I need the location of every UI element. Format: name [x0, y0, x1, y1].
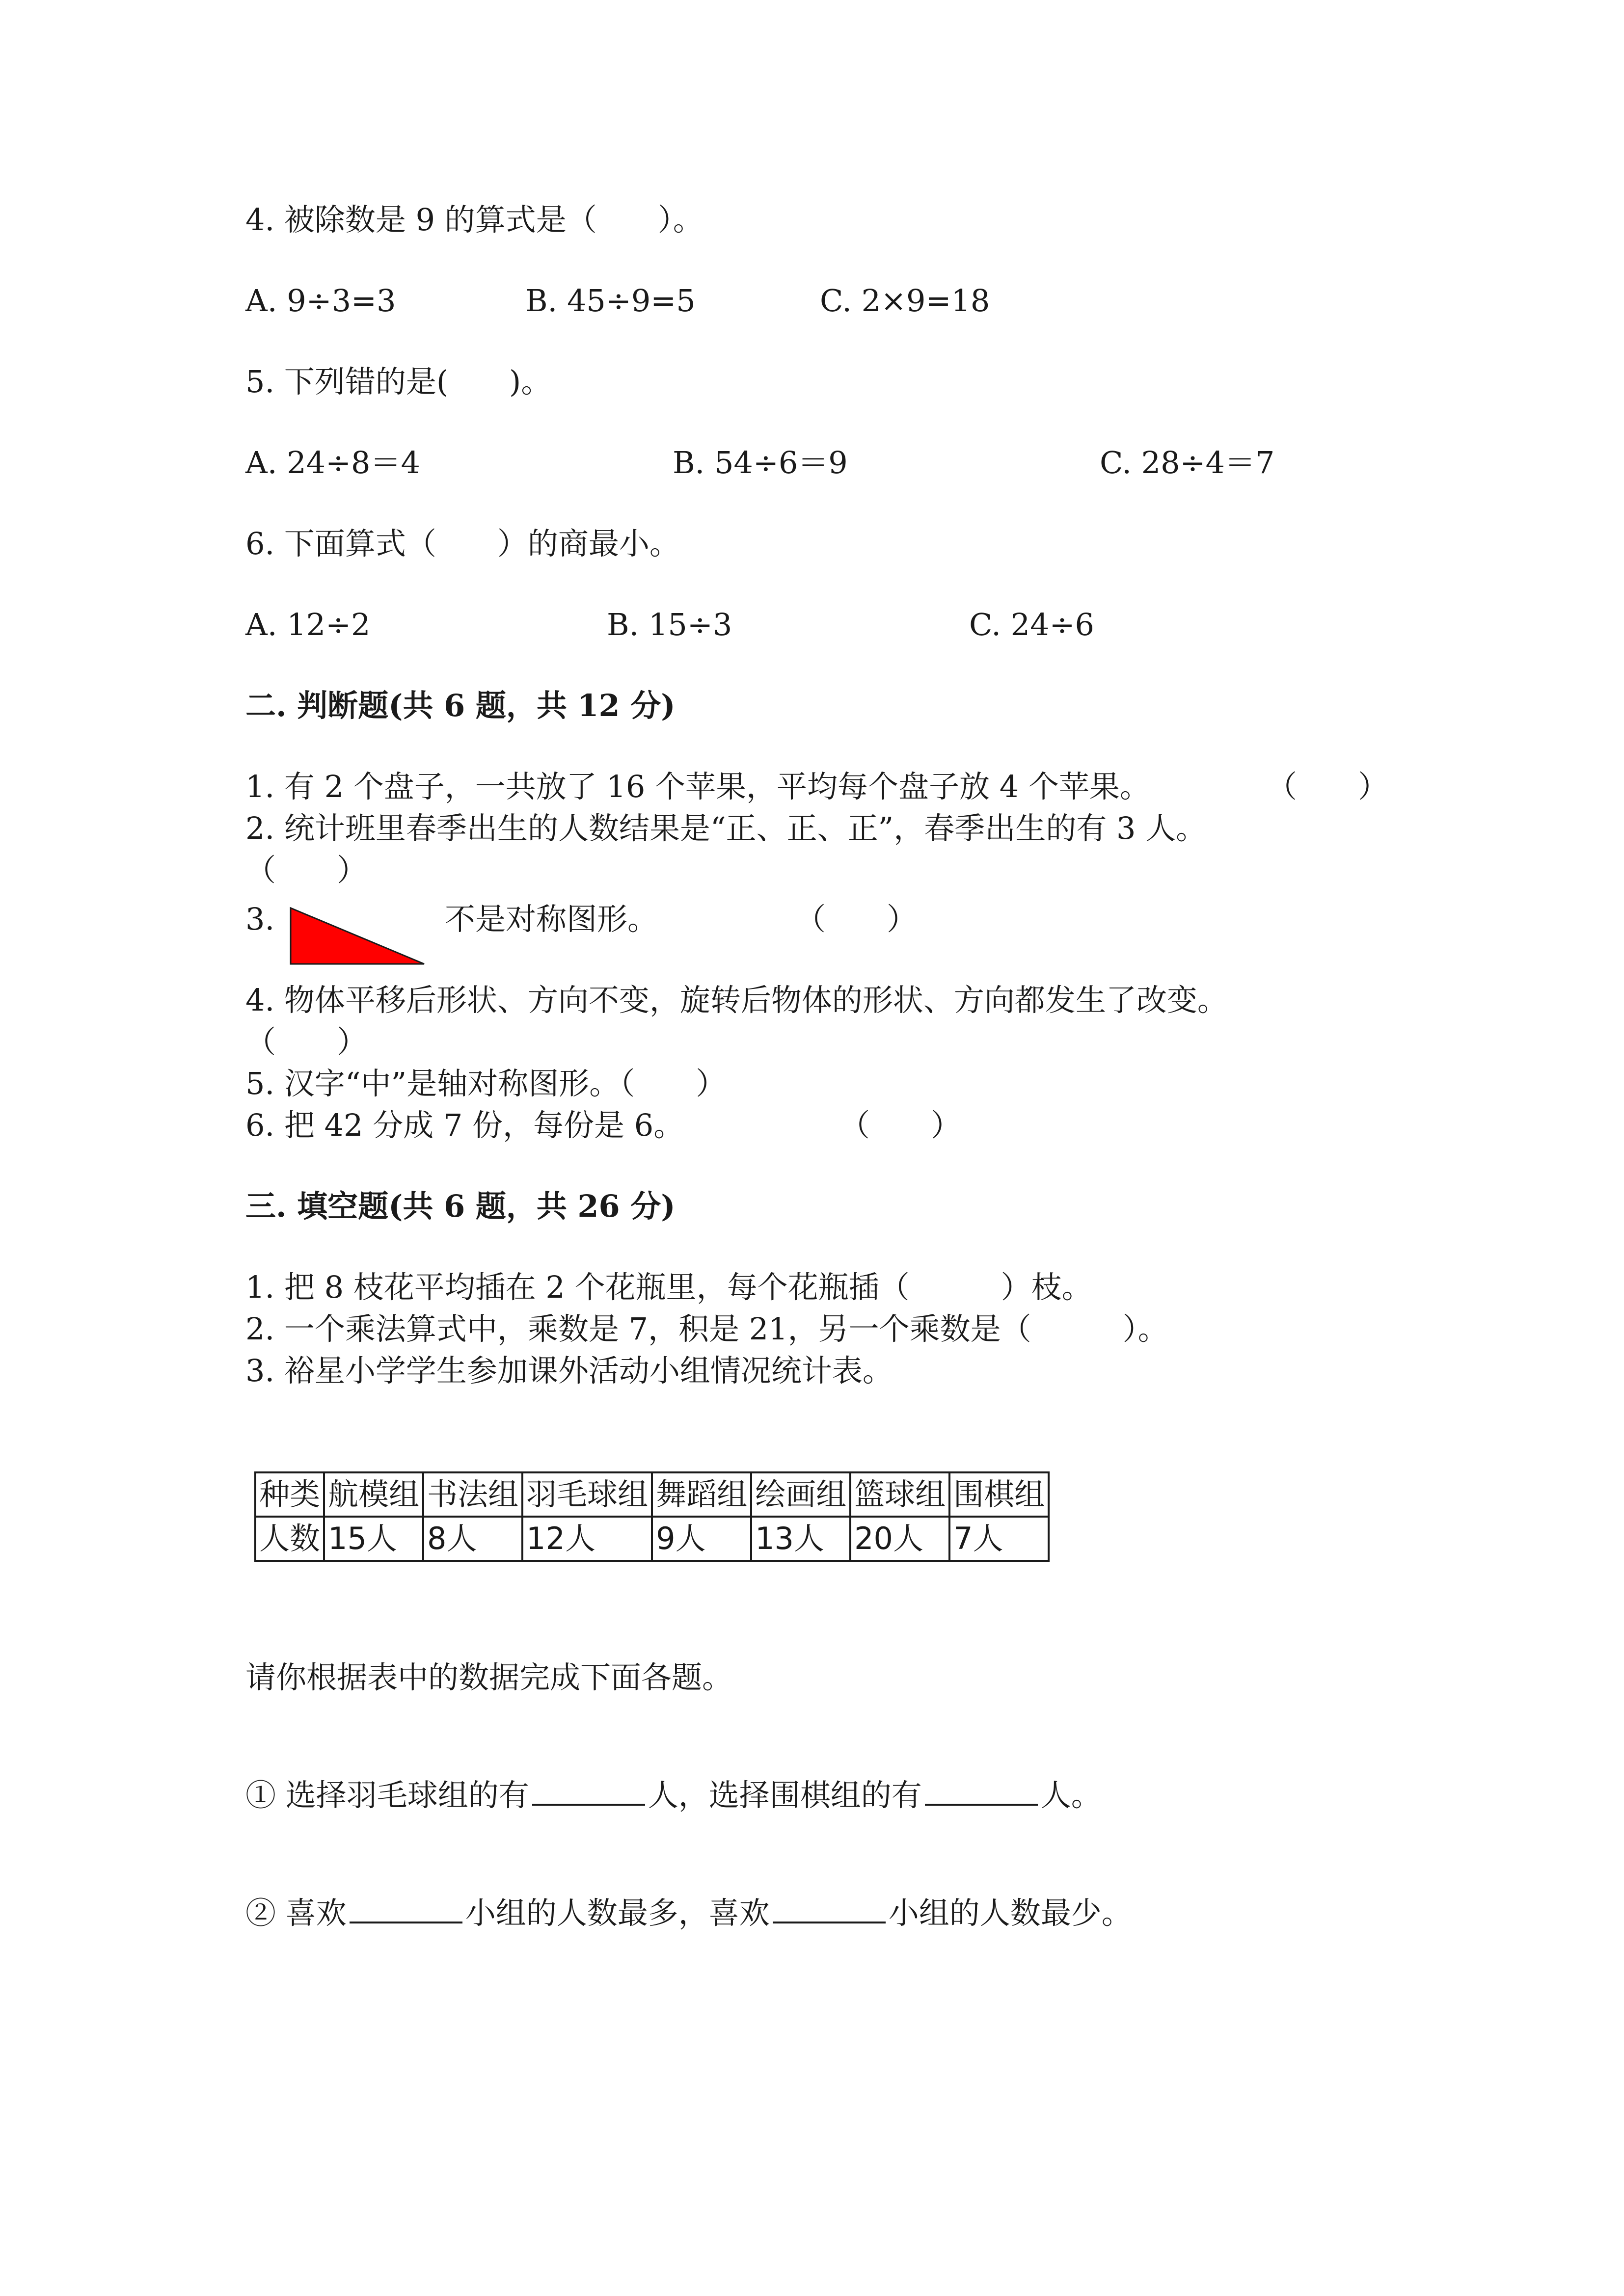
- table-row: [255, 1517, 1049, 1561]
- fill-item-1: 1. 把 8 枝花平均插在 2 个花瓶里，每个花瓶插（ ）枝。: [245, 1269, 1092, 1305]
- table-cell: 9人: [652, 1517, 751, 1561]
- table-cell: 7人: [949, 1517, 1049, 1561]
- judge-item-3: 不是对称图形。: [445, 901, 658, 937]
- judge-answer-3[interactable]: （ ）: [795, 901, 918, 937]
- table-cell: 8人: [423, 1517, 522, 1561]
- judge-item-6: 6. 把 42 分成 7 份，每份是 6。: [245, 1107, 684, 1143]
- answer-blank-badminton[interactable]: [532, 1777, 645, 1806]
- activity-stats-table: [254, 1471, 1050, 1562]
- sub1-text-c: 人。: [1040, 1777, 1102, 1813]
- judge-item-5: 5. 汉字“中”是轴对称图形。（ ）: [245, 1066, 727, 1101]
- sub1-text-b: 人，选择围棋组的有: [648, 1777, 922, 1813]
- table-cell: 12人: [522, 1517, 652, 1561]
- answer-blank-go[interactable]: [925, 1777, 1038, 1806]
- q6-stem: 6. 下面算式（ ）的商最小。: [245, 526, 680, 561]
- fill-item-3: 3. 裕星小学学生参加课外活动小组情况统计表。: [245, 1353, 893, 1388]
- q5-option-a[interactable]: A. 24÷8＝4: [245, 445, 420, 481]
- table-cell: 人数: [255, 1517, 324, 1561]
- table-cell: 书法组: [423, 1472, 522, 1517]
- judge-item-3-number: 3.: [245, 901, 275, 937]
- sub2-text-b: 小组的人数最多，喜欢: [465, 1895, 770, 1931]
- q5-option-b[interactable]: B. 54÷6＝9: [673, 445, 848, 481]
- table-instruction: 请你根据表中的数据完成下面各题。: [245, 1659, 733, 1695]
- table-cell: 种类: [255, 1472, 324, 1517]
- red-right-triangle: [289, 906, 426, 966]
- table-cell: 绘画组: [751, 1472, 850, 1517]
- q5-stem: 5. 下列错的是( )。: [245, 364, 552, 400]
- table-cell: 13人: [751, 1517, 850, 1561]
- table-cell: 围棋组: [949, 1472, 1049, 1517]
- sub-question-1: [245, 1776, 1102, 1815]
- judge-item-4: 4. 物体平移后形状、方向不变，旋转后物体的形状、方向都发生了改变。: [245, 982, 1228, 1018]
- q6-option-c[interactable]: C. 24÷6: [969, 607, 1094, 642]
- table-cell: 15人: [324, 1517, 423, 1561]
- q4-option-b[interactable]: B. 45÷9=5: [525, 283, 696, 319]
- judge-item-1: 1. 有 2 个盘子，一共放了 16 个苹果，平均每个盘子放 4 个苹果。: [245, 769, 1150, 804]
- q4-stem: 4. 被除数是 9 的算式是（ ）。: [245, 202, 704, 238]
- table-header-row: [255, 1472, 1049, 1517]
- answer-blank-least[interactable]: [773, 1895, 886, 1923]
- table-cell: 20人: [850, 1517, 949, 1561]
- judge-item-2: 2. 统计班里春季出生的人数结果是“正、正、正”，春季出生的有 3 人。: [245, 810, 1207, 846]
- sub-question-2: [245, 1894, 1132, 1933]
- section2-title: 二. 判断题(共 6 题，共 12 分): [245, 688, 676, 723]
- fill-item-2: 2. 一个乘法算式中，乘数是 7，积是 21，另一个乘数是（ ）。: [245, 1311, 1168, 1347]
- sub2-text-c: 小组的人数最少。: [888, 1895, 1132, 1931]
- q6-option-b[interactable]: B. 15÷3: [607, 607, 732, 642]
- sub1-text-a: ① 选择羽毛球组的有: [245, 1777, 529, 1813]
- table-cell: 航模组: [324, 1472, 423, 1517]
- answer-blank-most[interactable]: [350, 1895, 462, 1923]
- q4-option-c[interactable]: C. 2×9=18: [820, 283, 990, 319]
- q4-option-a[interactable]: A. 9÷3=3: [245, 283, 396, 319]
- sub2-text-a: ② 喜欢: [245, 1895, 347, 1931]
- q5-option-c[interactable]: C. 28÷4＝7: [1100, 445, 1275, 481]
- judge-answer-4[interactable]: （ ）: [245, 1024, 368, 1060]
- judge-answer-6[interactable]: （ ）: [839, 1107, 962, 1143]
- table-cell: 篮球组: [850, 1472, 949, 1517]
- table-cell: 羽毛球组: [522, 1472, 652, 1517]
- section3-title: 三. 填空题(共 6 题，共 26 分): [245, 1188, 676, 1224]
- triangle-shape: [291, 908, 424, 964]
- table-cell: 舞蹈组: [652, 1472, 751, 1517]
- judge-answer-2[interactable]: （ ）: [245, 852, 368, 888]
- judge-answer-1[interactable]: （ ）: [1267, 769, 1389, 804]
- q6-option-a[interactable]: A. 12÷2: [245, 607, 371, 642]
